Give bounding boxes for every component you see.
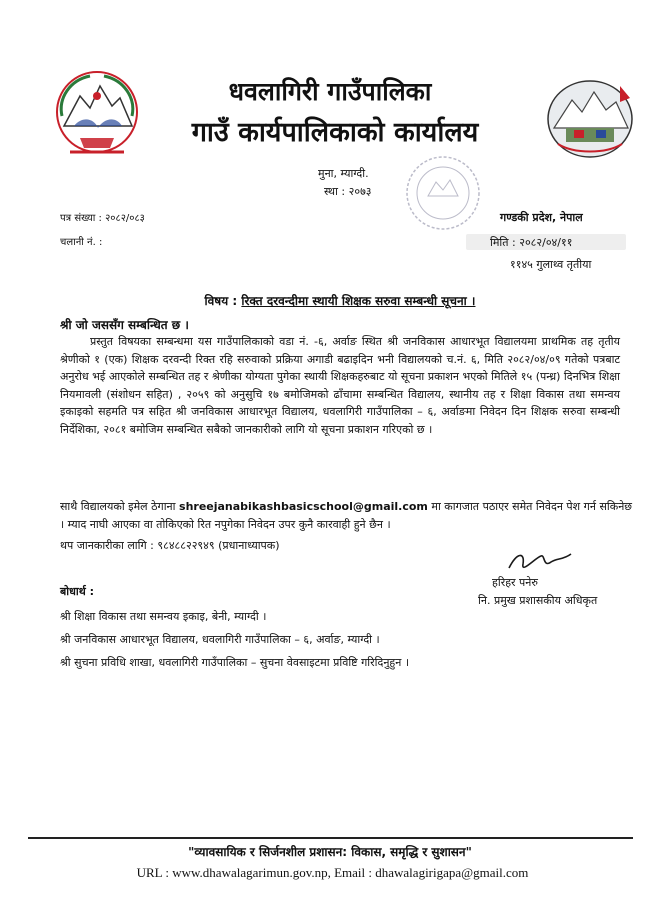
office-stamp-icon: [398, 152, 488, 234]
footer-divider: [28, 837, 633, 839]
org-name: धवलागिरी गाउँपालिका: [228, 77, 432, 106]
cc-item: श्री जनविकास आधारभूत विद्यालय, धवलागिरी गाउँपालिका – ६, अर्वाङ, म्याग्दी ।: [60, 633, 380, 646]
cc-heading: बोधार्थ :: [60, 585, 95, 598]
office-name: गाउँ कार्यपालिकाको कार्यालय: [191, 117, 479, 148]
email-line: [60, 498, 633, 516]
footer-slogan: "व्यावसायिक र सिर्जनशील प्रशासन: विकास, समृद्धि र सुशासन": [188, 845, 472, 859]
deadline-note: । म्याद नाघी आएका वा तोकिएको रित नपुगेका निवेदन उपर कुनै कारवाही हुने छैन ।: [60, 518, 391, 531]
subject-prefix: विषय :: [204, 294, 242, 308]
subject-line: [140, 292, 540, 309]
contact-info: थप जानकारीका लागि : ९८४८८२२९४९ (प्रधानाध्यापक): [60, 539, 280, 552]
issue-date: मिति : २०८२/०४/११: [490, 236, 573, 249]
address-line-2: स्था : २०७३: [324, 185, 372, 198]
salutation: श्री जो जससँग सम्बन्धित छ ।: [60, 318, 189, 332]
province-name: गण्डकी प्रदेश, नेपाल: [500, 211, 583, 224]
signatory-name: हरिहर पनेरु: [492, 576, 538, 589]
address-line-1: मुना, म्याग्दी.: [318, 167, 369, 180]
dispatch-number: चलानी नं. :: [60, 237, 103, 248]
nepal-emblem-icon: [50, 68, 145, 160]
signature-icon: [505, 548, 575, 576]
subject-text: रिक्त दरवन्दीमा स्थायी शिक्षक सरुवा सम्बन्धी सूचना ।: [241, 294, 476, 308]
letter-number: पत्र संख्या : २०८२/०८३: [60, 213, 145, 224]
signatory-title: नि. प्रमुख प्रशासकीय अधिकृत: [478, 594, 598, 607]
body-paragraph-text: प्रस्तुत विषयका सम्बन्धमा यस गाउँपालिकाको वडा नं. -६, अर्वाङ स्थित श्री जनविकास आधारभूत विद्यालयमा प्राथमिक तह तृतीय श्रेणीको १ (एक) शिक्षक दरवन्दी रिक्त रहि सरुवाको प्रक्रिया अगाडी बढाइदिन भनी विद्यालयको च.नं. ६, मिति २०८२/०४/०९ गतेको पत्रबाट अनुरोध भई आएकोले सम्बन्धित तह र श्रेणीका योग्यता पुगेका स्थायी शिक्षकहरुबाट यो सूचना प्रकाशन भएको मितिले १५ (पन्ध्र) दिनभित्र शिक्षा नियमावली (संशोधन सहित) , २०५९ को अनुसुचि १७ बमोजिमको ढाँचामा सम्बन्धित विद्यालय, स्थानीय तह र शिक्षा विकास तथा समन्वय इकाइको सहमति पत्र सहित श्री जनविकास आधारभूत विद्यालय, धवलागिरी गाउँपालिका – ६, अर्वाङमा निवेदन दिन शिक्षक सरुवा सम्बन्धी निर्देशिका, २०८१ बमोजिम सम्बन्धित सबैको जानकारीको लागि यो सूचना प्रकाशन गरिएको छ ।: [60, 335, 620, 436]
email-prefix: साथै विद्यालयको इमेल ठेगाना: [60, 500, 180, 513]
footer-contact: URL : www.dhawalagarimun.gov.np, Email : dhawalagirigapa@gmail.com: [136, 865, 529, 880]
email-suffix: मा कागजात पठाएर समेत निवेदन पेश गर्न सकिनेछ: [427, 500, 633, 513]
cc-item: श्री सुचना प्रविधि शाखा, धवलागिरी गाउँपालिका – सुचना वेवसाइटमा प्रविष्टि गरिदिनुहुन ।: [60, 656, 410, 669]
school-email: shreejanabikashbasicschool@gmail.com: [179, 500, 428, 513]
cc-item: श्री शिक्षा विकास तथा समन्वय इकाइ, बेनी, म्याग्दी ।: [60, 610, 267, 623]
issue-date-alt: ११४५ गुलाथ्व तृतीया: [510, 258, 592, 271]
municipality-logo-icon: [544, 78, 636, 160]
body-paragraph: [60, 333, 620, 439]
